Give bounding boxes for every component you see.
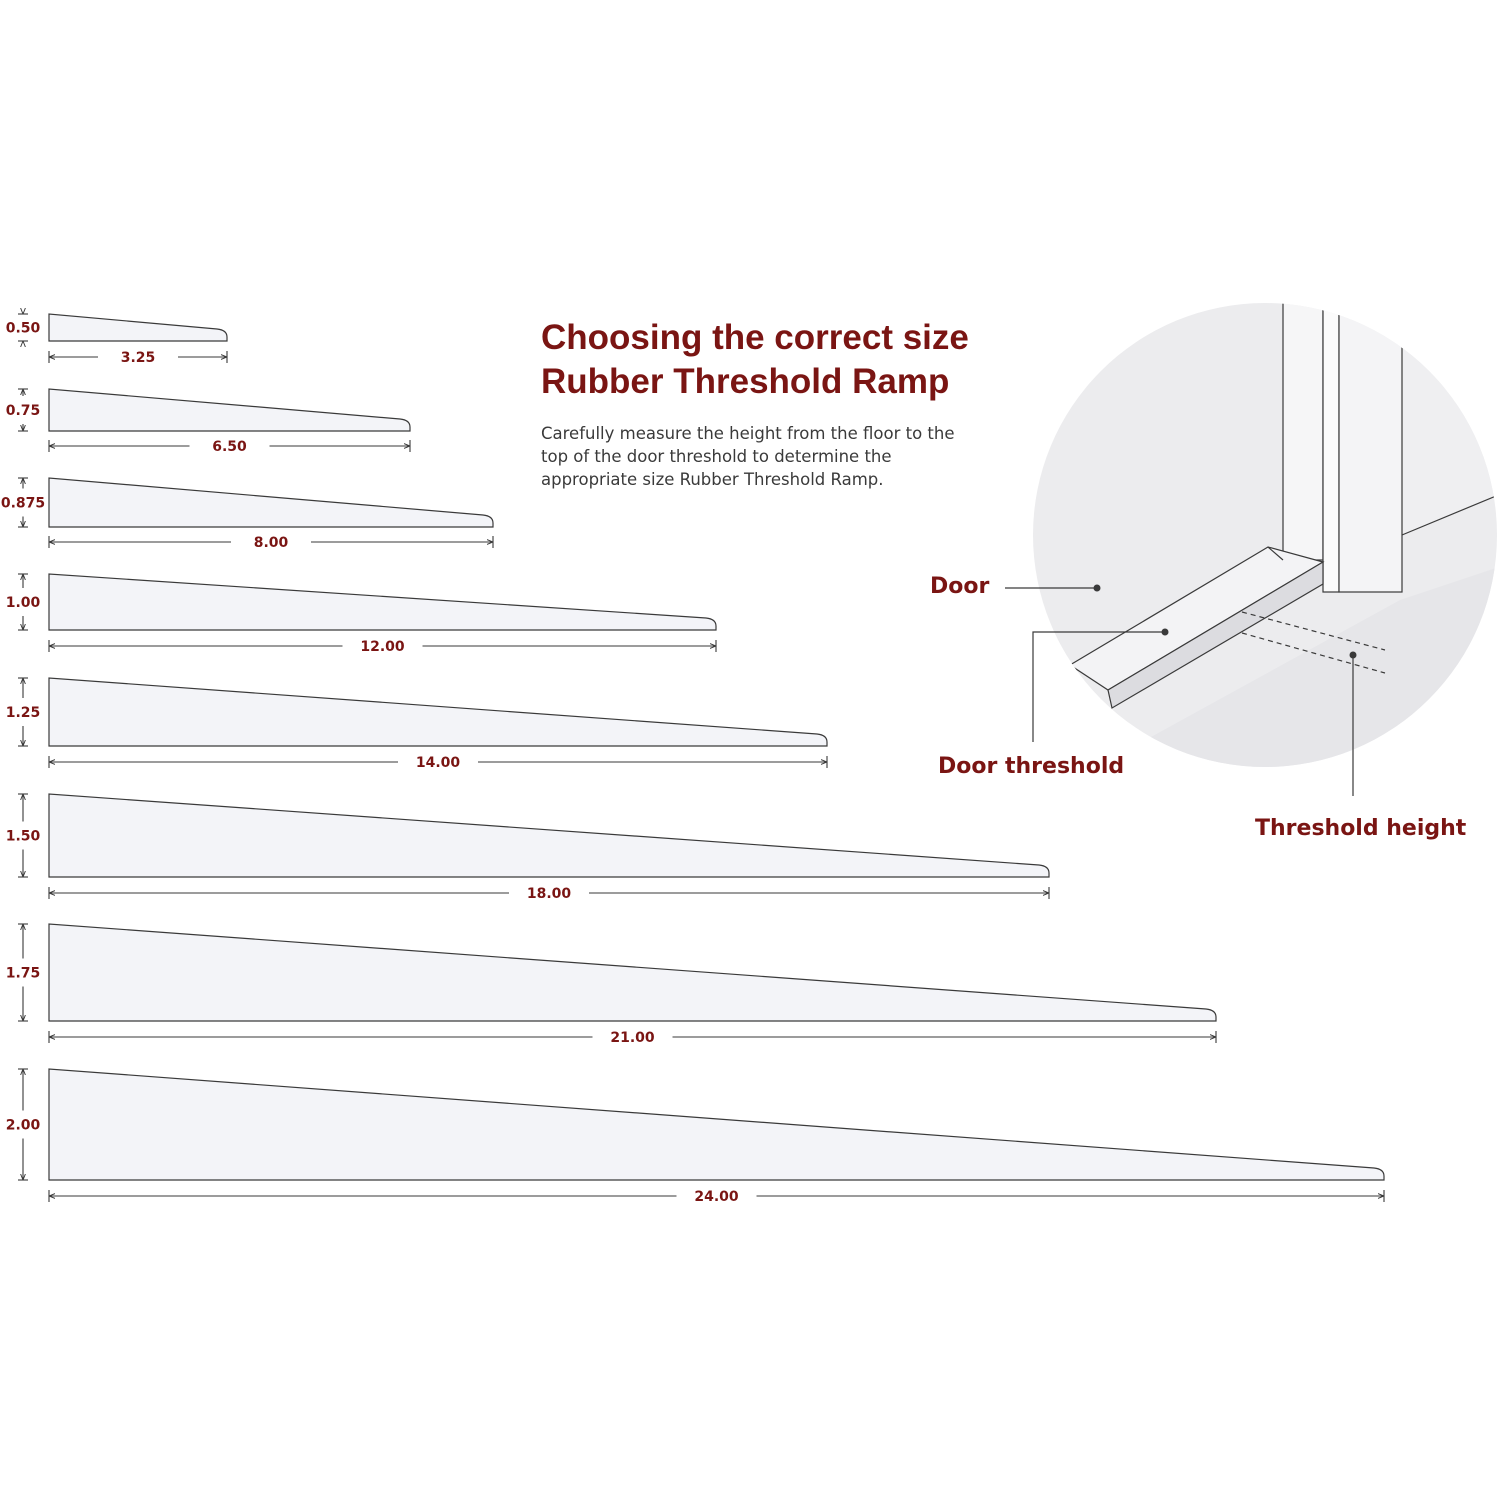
intro-line-3: appropriate size Rubber Threshold Ramp. [541,470,884,489]
ramp-height-label: 2.00 [5,1117,41,1134]
door-threshold-label: Door threshold [938,754,1125,779]
ramp-height-label: 1.50 [5,828,41,845]
ramp-length-label: 12.00 [360,639,405,655]
ramp-length-label: 18.00 [526,886,572,902]
door-frame [1283,280,1323,560]
ramp-length-label: 14.00 [415,755,461,771]
ramp-length-label: 3.25 [120,350,156,366]
door-jamb [1323,280,1339,592]
ramp-length-label: 24.00 [694,1189,739,1205]
headline-line-1: Choosing the correct size [541,318,969,357]
ramp-length-label: 21.00 [610,1030,655,1046]
intro-line-1: Carefully measure the height from the floor to the [541,424,955,443]
intro-line-2: top of the door threshold to determine the [541,447,892,466]
ramp-height-label: 1.00 [5,595,41,611]
ramp-height-label: 1.75 [5,965,41,982]
ramp-length-label: 6.50 [212,439,247,455]
threshold-height-callout-dot [1350,652,1357,659]
headline-line-2: Rubber Threshold Ramp [541,362,950,401]
door-label: Door [930,574,990,599]
ramp-height-label: 0.50 [5,320,41,337]
door-callout-dot [1094,585,1101,592]
threshold-height-label: Threshold height [1255,816,1467,841]
ramp-height-label: 1.25 [5,705,41,721]
ramp-height-label: 0.875 [0,495,46,512]
threshold-callout-dot [1162,629,1169,636]
ramp-height-label: 0.75 [5,403,41,419]
door-leaf [1339,300,1402,592]
ramp-length-label: 8.00 [253,535,289,551]
